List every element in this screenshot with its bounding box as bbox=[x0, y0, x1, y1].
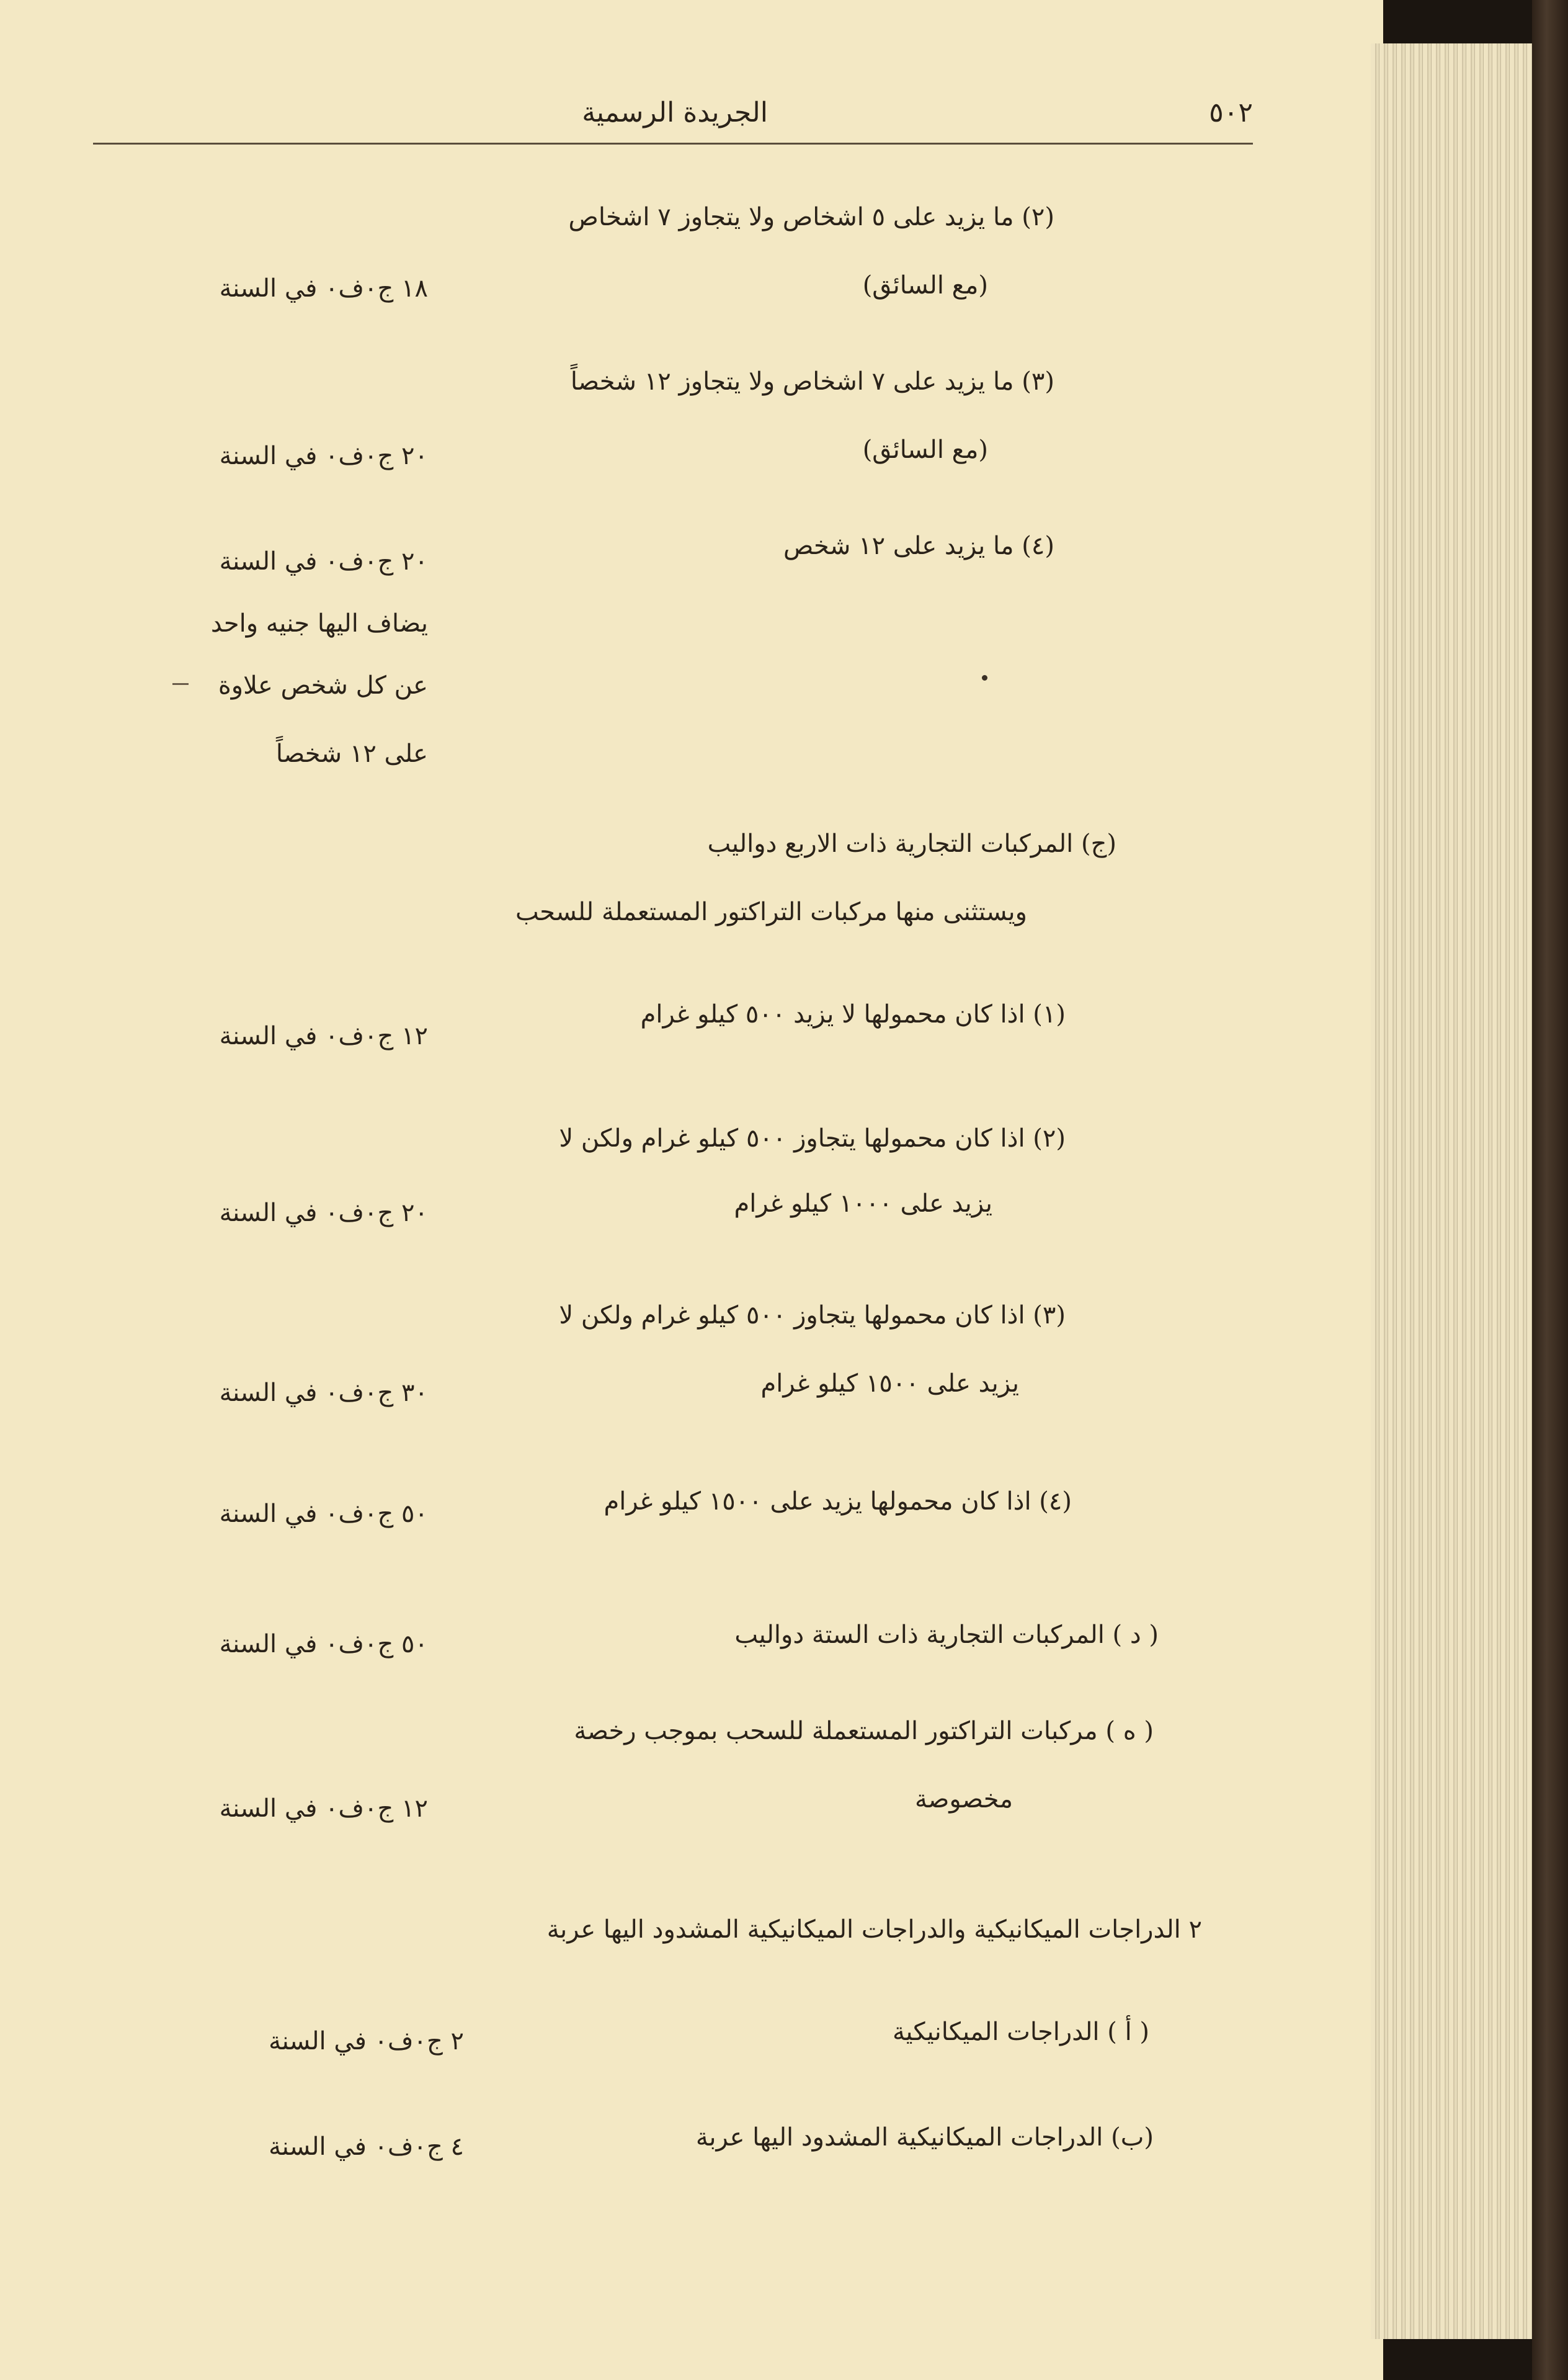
book-spine bbox=[1532, 0, 1568, 2380]
section-h-fee: ١٢ ج٠ف٠ في السنة bbox=[219, 1794, 428, 1823]
item-2-line-2: (مع السائق) bbox=[862, 271, 988, 300]
c-item-3-line-1: (٣) اذا كان محمولها يتجاوز ٥٠٠ كيلو غرام ولكن لا bbox=[559, 1301, 1066, 1330]
c-item-3-line-2: يزيد على ١٥٠٠ كيلو غرام bbox=[760, 1369, 1019, 1398]
section-d-fee: ٥٠ ج٠ف٠ في السنة bbox=[219, 1630, 428, 1658]
section-2a-line: ( أ ) الدراجات الميكانيكية bbox=[892, 2018, 1149, 2046]
section-d-title: ( د ) المركبات التجارية ذات الستة دواليب bbox=[734, 1621, 1159, 1649]
c-item-2-line-2: يزيد على ١٠٠٠ كيلو غرام bbox=[734, 1189, 992, 1218]
page-title: الجريدة الرسمية bbox=[582, 97, 768, 128]
page-number: ٥٠٢ bbox=[1209, 97, 1253, 128]
c-item-3-fee: ٣٠ ج٠ف٠ في السنة bbox=[219, 1379, 428, 1407]
c-item-1-fee: ١٢ ج٠ف٠ في السنة bbox=[219, 1022, 428, 1050]
c-item-4-line-1: (٤) اذا كان محمولها يزيد على ١٥٠٠ كيلو غرام bbox=[604, 1487, 1072, 1516]
stray-dot bbox=[982, 675, 987, 681]
item-4-fee-line-3: عن كل شخص علاوة bbox=[218, 671, 428, 700]
section-2b-line: (ب) الدراجات الميكانيكية المشدود اليها عربة bbox=[695, 2123, 1154, 2152]
item-3-line-2: (مع السائق) bbox=[862, 436, 988, 464]
page-edges bbox=[1371, 43, 1532, 2339]
c-item-2-line-1: (٢) اذا كان محمولها يتجاوز ٥٠٠ كيلو غرام ولكن لا bbox=[559, 1124, 1066, 1153]
c-item-2-fee: ٢٠ ج٠ف٠ في السنة bbox=[219, 1199, 428, 1227]
margin-mark bbox=[172, 683, 189, 685]
section-2a-fee: ٢ ج٠ف٠ في السنة bbox=[269, 2027, 464, 2056]
section-h-line-1: ( ه ) مركبات التراكتور المستعملة للسحب بموجب رخصة bbox=[574, 1717, 1154, 1745]
section-c-note: ويستثنى منها مركبات التراكتور المستعملة للسحب bbox=[515, 898, 1027, 926]
item-4-line-1: (٤) ما يزيد على ١٢ شخص bbox=[783, 532, 1054, 560]
item-2-fee: ١٨ ج٠ف٠ في السنة bbox=[219, 274, 428, 303]
item-4-fee-line-2: يضاف اليها جنيه واحد bbox=[210, 609, 428, 638]
item-3-fee: ٢٠ ج٠ف٠ في السنة bbox=[219, 442, 428, 470]
section-c-title: (ج) المركبات التجارية ذات الاربع دواليب bbox=[707, 830, 1116, 858]
section-2b-fee: ٤ ج٠ف٠ في السنة bbox=[269, 2132, 464, 2161]
item-2-line-1: (٢) ما يزيد على ٥ اشخاص ولا يتجاوز ٧ اشخاص bbox=[568, 203, 1054, 231]
item-3-line-1: (٣) ما يزيد على ٧ اشخاص ولا يتجاوز ١٢ شخصاً bbox=[570, 367, 1054, 396]
section-2-title: ٢ الدراجات الميكانيكية والدراجات الميكانيكية المشدود اليها عربة bbox=[546, 1915, 1202, 1944]
c-item-1-line-1: (١) اذا كان محمولها لا يزيد ٥٠٠ كيلو غرام bbox=[640, 1000, 1066, 1029]
item-4-fee-line-4: على ١٢ شخصاً bbox=[275, 740, 428, 768]
section-h-line-2: مخصوصة bbox=[914, 1785, 1013, 1814]
header-rule bbox=[93, 143, 1253, 145]
item-4-fee-line-1: ٢٠ ج٠ف٠ في السنة bbox=[219, 547, 428, 576]
c-item-4-fee: ٥٠ ج٠ف٠ في السنة bbox=[219, 1500, 428, 1528]
